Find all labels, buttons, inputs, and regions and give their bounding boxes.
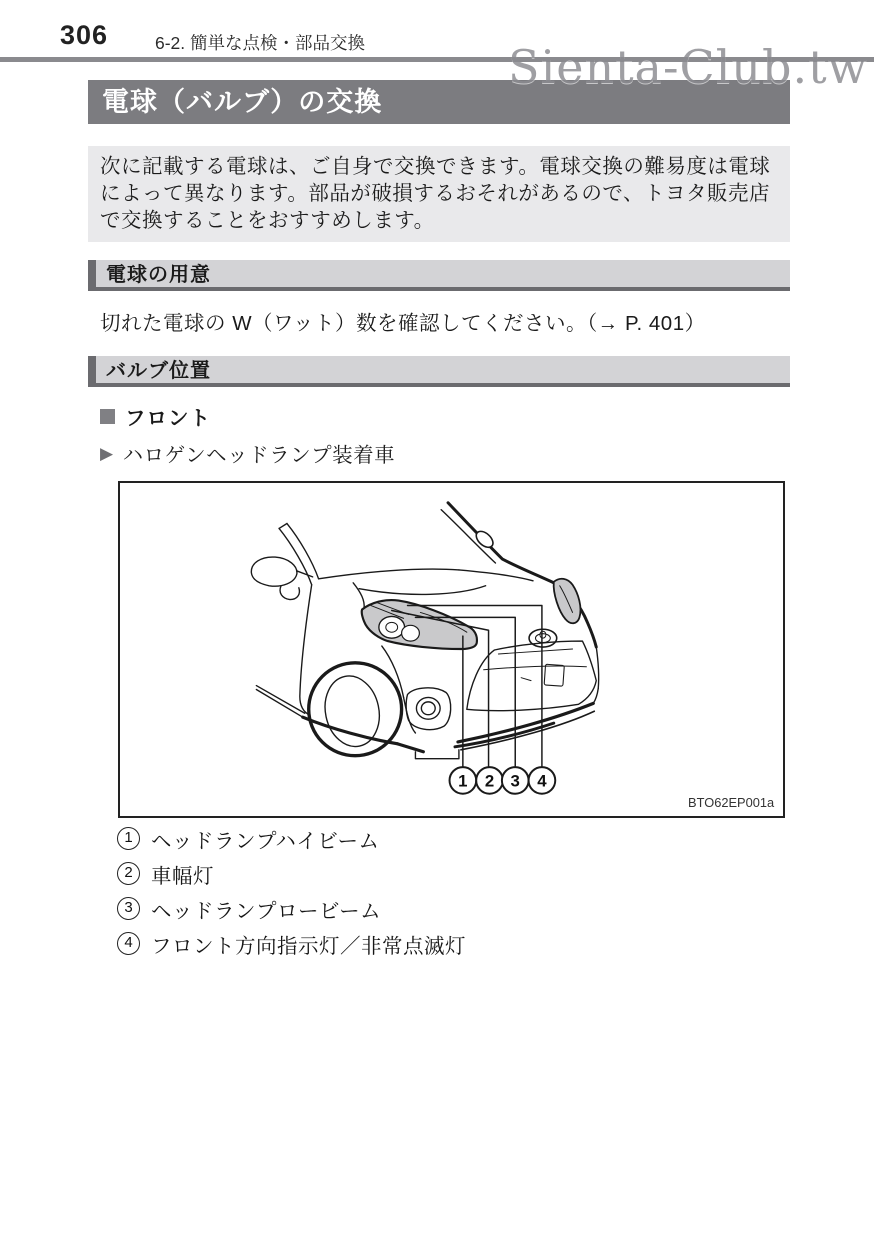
legend-num-3: 3 [117, 897, 140, 920]
variant-label: ハロゲンヘッドランプ装着車 [122, 444, 396, 467]
callout-4: 4 [537, 771, 547, 791]
triangle-bullet-icon: ▶ [100, 443, 114, 463]
callout-2: 2 [484, 771, 495, 791]
legend-label-3: ヘッドランプロービーム [151, 899, 382, 923]
bulb-preparation-body: 切れた電球の W（ワット）数を確認してください。（→ P. 401） [100, 312, 706, 335]
legend-num-4: 4 [117, 932, 140, 955]
legend-label-1: ヘッドランプハイビーム [151, 829, 380, 853]
square-bullet-icon [100, 409, 115, 424]
section-heading-bulb-location: バルブ位置 [88, 356, 790, 387]
callout-1: 1 [458, 771, 468, 791]
legend-label-2: 車幅灯 [151, 864, 214, 888]
intro-box: 次に記載する電球は、ご自身で交換できます。電球交換の難易度は電球によって異なります。部品が破損するおそれがあるので、トヨタ販売店で交換することをおすすめします。 [88, 146, 790, 242]
side-mirror [251, 557, 297, 586]
legend-item [117, 827, 466, 853]
front-subheading-label: フロント [125, 407, 211, 430]
legend-label-4: フロント方向指示灯／非常点滅灯 [151, 934, 466, 958]
legend-item [117, 932, 466, 958]
fog-lamp [416, 697, 440, 719]
chapter-header: 6-2. 簡単な点検・部品交換 [155, 33, 366, 53]
legend-num-2: 2 [117, 862, 140, 885]
section-heading-bulb-preparation: 電球の用意 [88, 260, 790, 291]
legend-item [117, 862, 466, 888]
legend-num-1: 1 [117, 827, 140, 850]
car-front-line-drawing [120, 483, 783, 816]
figure-code: BTO62EP001a [688, 795, 775, 811]
variant-subheading [100, 438, 395, 468]
callout-legend [117, 827, 466, 967]
page-title: 電球（バルブ）の交換 [88, 80, 790, 124]
callout-3: 3 [510, 771, 520, 791]
legend-item [117, 897, 466, 923]
watermark: Sienta-Club.tw [508, 40, 868, 94]
bulb-location-figure [118, 481, 785, 818]
front-subheading [100, 401, 211, 431]
page-number: 306 [60, 20, 109, 50]
